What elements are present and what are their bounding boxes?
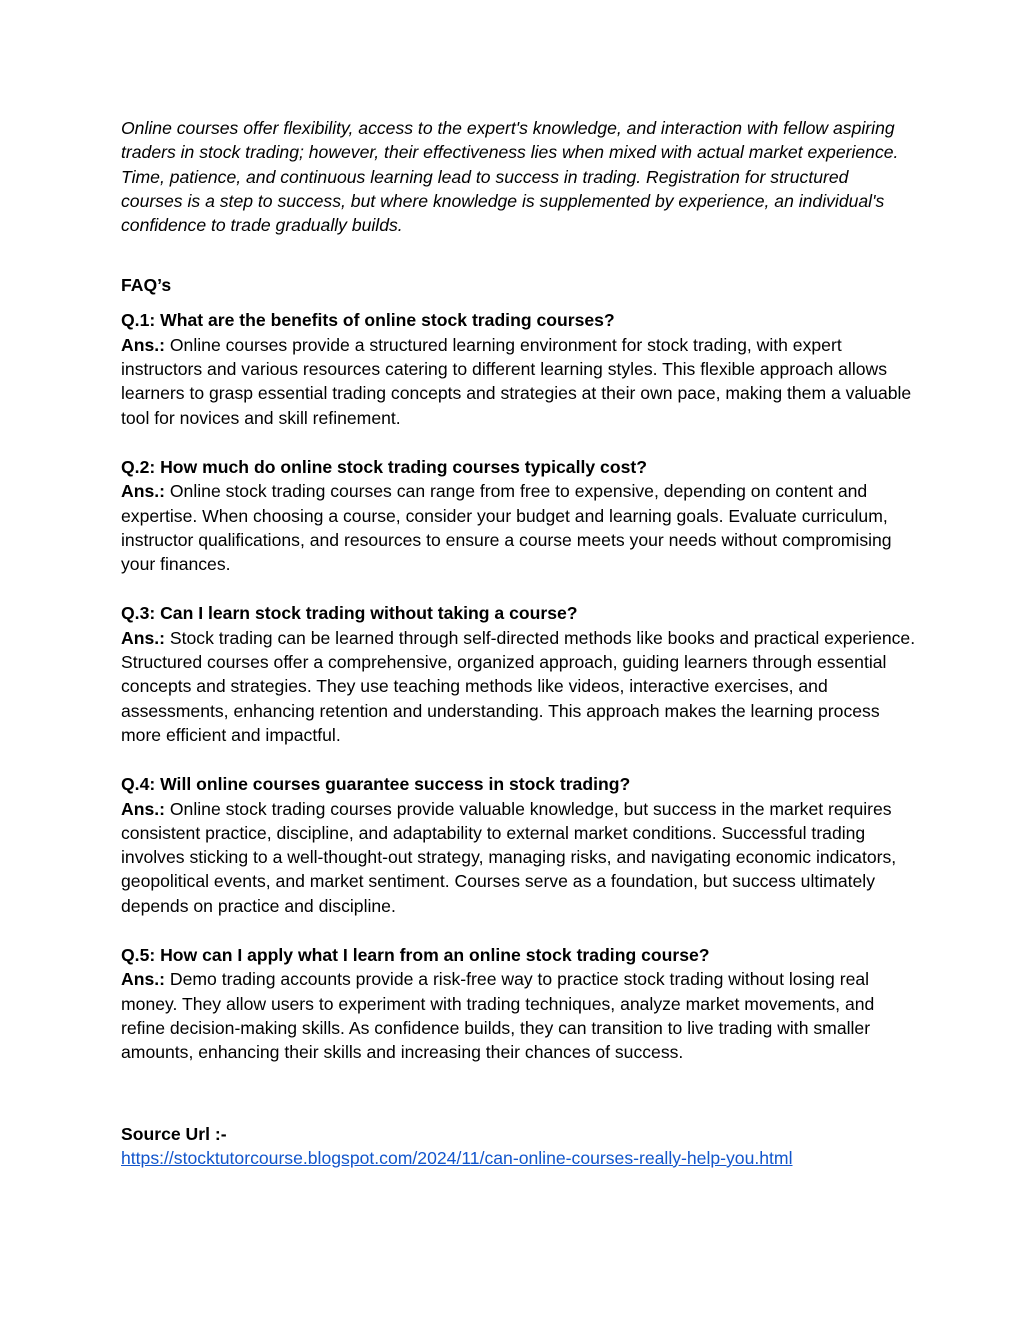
faq-heading: FAQ’s xyxy=(121,275,172,296)
faq-question: Q.3: Can I learn stock trading without taking a course? xyxy=(121,603,578,624)
faq-answer xyxy=(121,479,921,576)
answer-label: Ans.: xyxy=(121,481,165,502)
intro-paragraph: Online courses offer flexibility, access to the expert's knowledge, and interaction with fellow aspiring traders in stock trading; however, their effectiveness lies when mixed with actual market experience. Time, patience, and continuous learning lead to success in trading. Registration for structured courses is a step to success, but where knowledge is supplemented by experience, an individual's confidence to trade gradually builds. xyxy=(121,118,899,236)
faq-answer xyxy=(121,797,921,918)
answer-label: Ans.: xyxy=(121,627,165,648)
document-page xyxy=(121,116,921,1170)
faq-question: Q.1: What are the benefits of online stock trading courses? xyxy=(121,310,615,331)
faq-question: Q.4: Will online courses guarantee success in stock trading? xyxy=(121,774,631,795)
faq-item-5 xyxy=(121,943,921,1064)
faq-question: Q.5: How can I apply what I learn from an online stock trading course? xyxy=(121,945,710,966)
faq-item-2 xyxy=(121,455,921,576)
faq-answer-text: Demo trading accounts provide a risk-free way to practice stock trading without losing real money. They allow users to experiment with trading techniques, analyze market movements, and refine decision-making skills. As confidence builds, they can transition to live trading with smaller amounts, enhancing their skills and increasing their chances of success. xyxy=(121,969,875,1063)
faq-item-3 xyxy=(121,601,921,747)
faq-answer-text: Online courses provide a structured learning environment for stock trading, with expert instructors and various resources catering to different learning styles. This flexible approach allows learners to grasp essential trading concepts and strategies at their own pace, making them a valuable tool for novices and skill refinement. xyxy=(121,334,912,428)
faq-answer-text: Stock trading can be learned through self-directed methods like books and practical experience. Structured courses offer a comprehensive, organized approach, guiding learners through essential concepts and strategies. They use teaching methods like videos, interactive exercises, and assessments, enhancing retention and understanding. This approach makes the learning process more efficient and impactful. xyxy=(121,627,916,745)
faq-answer xyxy=(121,333,921,430)
source-link[interactable]: https://stocktutorcourse.blogspot.com/2024/11/can-online-courses-really-help-you.html xyxy=(121,1147,793,1168)
source-label: Source Url :- xyxy=(121,1123,227,1144)
answer-label: Ans.: xyxy=(121,334,165,355)
faq-item-4 xyxy=(121,772,921,918)
faq-list xyxy=(121,308,921,1064)
faq-answer-text: Online stock trading courses provide valuable knowledge, but success in the market requires consistent practice, discipline, and adaptability to external market conditions. Successful trading involves sticking to a well-thought-out strategy, managing risks, and navigating economic indicators, geopolitical events, and market sentiment. Courses serve as a foundation, but success ultimately depends on practice and discipline. xyxy=(121,798,897,916)
answer-label: Ans.: xyxy=(121,969,165,990)
faq-item-1 xyxy=(121,308,921,429)
answer-label: Ans.: xyxy=(121,798,165,819)
source-section xyxy=(121,1122,921,1171)
faq-answer xyxy=(121,967,921,1064)
faq-question: Q.2: How much do online stock trading courses typically cost? xyxy=(121,456,647,477)
faq-answer xyxy=(121,626,921,747)
faq-answer-text: Online stock trading courses can range from free to expensive, depending on content and expertise. When choosing a course, consider your budget and learning goals. Evaluate curriculum, instructor qualifications, and resources to ensure a course meets your needs without compromising your finances. xyxy=(121,481,892,575)
